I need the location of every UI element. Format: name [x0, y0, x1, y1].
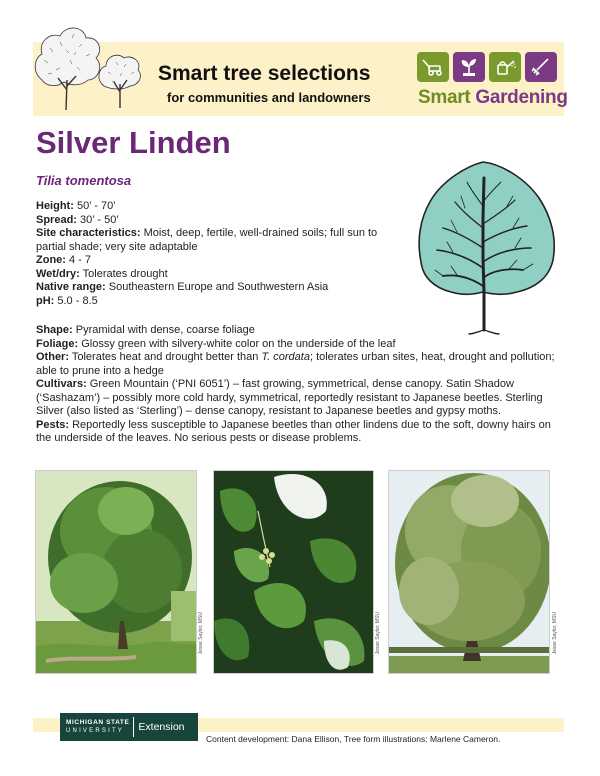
detail-value: ; tolerates urban sites, heat, drought and pollution; able to prune into a hedge [36, 351, 555, 377]
photo-leaves-flowers [213, 470, 374, 674]
sketched-trees-illustration [30, 20, 150, 112]
fact-label: pH: [36, 294, 55, 307]
fact-height [36, 200, 406, 214]
tree-form-illustration [413, 158, 558, 335]
detail-label: Cultivars: [36, 378, 87, 390]
msu-wordmark [60, 719, 129, 735]
seedling-icon [453, 52, 485, 82]
logo-word-smart: Smart [418, 87, 476, 108]
fact-value: 50’ - 70’ [73, 200, 116, 212]
detail-label: Pests: [36, 418, 70, 431]
fact-zone [36, 254, 406, 268]
page-title: Silver Linden [36, 125, 231, 160]
fact-site-characteristics [36, 227, 406, 254]
fact-value: Southeastern Europe and Southwestern Asia [105, 281, 329, 293]
fact-label: Native range: [36, 281, 106, 293]
tree-facts [36, 200, 406, 308]
lawn-mower-icon [417, 52, 449, 82]
fact-native-range [36, 281, 406, 295]
detail-label: Other: [36, 351, 69, 363]
detail-label: Foliage: [36, 337, 79, 350]
fact-value: 4 - 7 [65, 254, 92, 266]
scientific-name: Tilia tomentosa [36, 173, 132, 188]
banner-title: Smart tree selections [158, 62, 371, 85]
watering-can-icon [489, 52, 521, 82]
photo-credit-2: Jesse Saylor, MSU [375, 612, 381, 655]
fact-label: Spread: [36, 213, 77, 226]
photo-mature-tree [388, 470, 550, 674]
rake-icon [525, 52, 557, 82]
fact-spread [36, 214, 406, 228]
detail-value: Green Mountain (‘PNI 6051’) – fast growing, symmetrical, dense canopy. Satin Shadow (‘Sashazam’) – possibly more cold hardy, symmetrical, reportedly resistant to Japanese beetles. Sterling Silver (also listed as ‘Sterling’) – dense canopy, resistant to Japanese beetles and gypsy moths. [36, 378, 543, 417]
detail-value: Glossy green with silvery-white color on the underside of the leaf [78, 337, 396, 350]
detail-pests [36, 419, 566, 446]
fact-label: Height: [36, 200, 74, 212]
logo-word-gardening: Gardening [475, 87, 568, 108]
detail-label: Shape: [36, 324, 73, 336]
fact-value: 5.0 - 8.5 [54, 294, 98, 307]
photo-credit-1: Jesse Saylor, MSU [198, 612, 204, 655]
detail-shape [36, 324, 566, 338]
fact-label: Zone: [36, 254, 66, 266]
fact-value: 30’ - 50’ [76, 213, 119, 226]
fact-ph [36, 295, 406, 309]
detail-foliage [36, 338, 566, 352]
detail-other [36, 351, 566, 378]
msu-line-1: MICHIGAN STATE [66, 719, 130, 726]
detail-italic-species: T. cordata [261, 351, 310, 363]
msu-extension-logo [60, 713, 198, 741]
photo-whole-tree [35, 470, 197, 674]
msu-line-2: UNIVERSITY [66, 728, 125, 734]
detail-value: Pyramidal with dense, coarse foliage [72, 324, 255, 336]
detail-value: Tolerates heat and drought better than [69, 351, 262, 363]
msu-extension-label: Extension [138, 721, 185, 733]
banner-subtitle: for communities and landowners [167, 90, 371, 105]
smart-gardening-icon-row [417, 52, 557, 82]
smart-gardening-logo [418, 87, 568, 109]
fact-wet-dry [36, 268, 406, 282]
tree-details [36, 324, 566, 446]
footer-credits: Content development: Dana Ellison, Tree form illustrations: Marlene Cameron. [206, 734, 501, 744]
fact-label: Site characteristics: [36, 227, 141, 239]
detail-value: Reportedly less susceptible to Japanese beetles than other lindens due to the soft, downy hairs on the underside of the leaves. No serious pests or disease problems. [36, 418, 551, 444]
photo-credit-3: Jesse Saylor, MSU [552, 612, 558, 655]
msu-divider [133, 717, 134, 737]
fact-value: Tolerates drought [79, 267, 168, 280]
fact-value: Moist, deep, fertile, well-drained soils; full sun to partial shade; very site adaptable [36, 227, 378, 253]
fact-label: Wet/dry: [36, 267, 80, 280]
detail-cultivars [36, 378, 566, 419]
